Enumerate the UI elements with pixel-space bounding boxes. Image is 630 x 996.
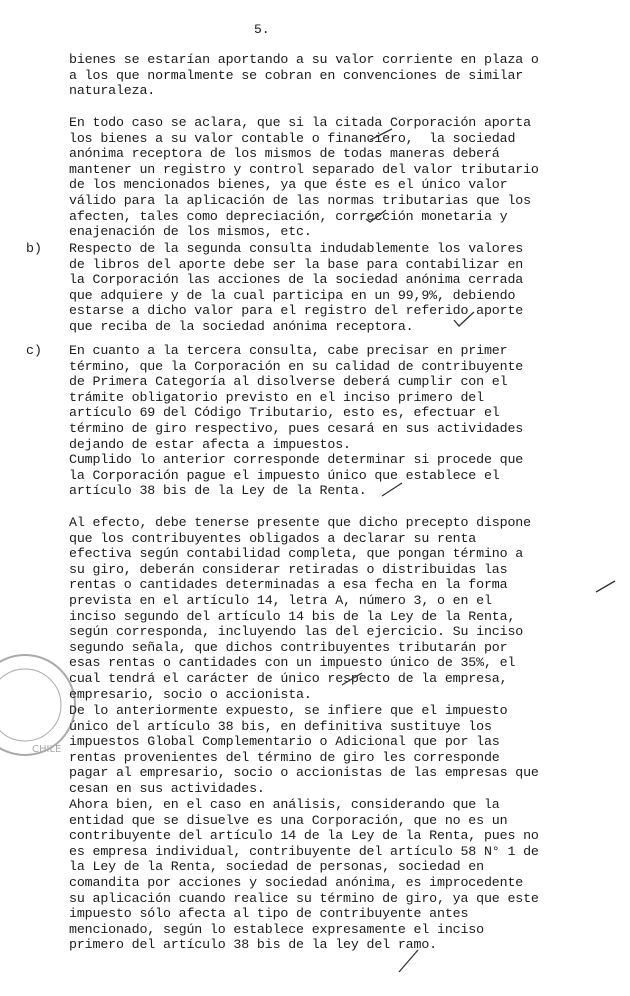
check-mark-icon <box>340 670 366 688</box>
stamp-text: CHILE <box>32 744 62 755</box>
paragraph-6: Al efecto, debe tenerse presente que dicho precepto dispone que los contribuyentes obligados a declarar su renta efectiva según contabilidad completa, que pongan término a su giro, deberán considerar retiradas o distribuidas las rentas o cantidades determinadas a esa fecha en la forma prevista en el artículo 14, letra A, número 3, o en el inciso segundo del artículo 14 bis de la Ley de la Renta, según corresponda, incluyendo las del ejercicio. Su inciso segundo señala, que dichos contribuyentes tributarán por esas rentas o cantidades con un impuesto único de 35%, el cual tendrá el carácter de único respecto de la empresa, empresario, socio o accionista. <box>69 515 531 702</box>
paragraph-1: bienes se estarían aportando a su valor corriente en plaza o a los que normalmente se cobran en convenciones de similar naturaleza. <box>69 52 539 99</box>
check-mark-icon <box>396 948 422 974</box>
paragraph-3: Respecto de la segunda consulta indudablemente los valores de libros del aporte debe ser la base para contabilizar en la Corporación las acciones de la sociedad anónima cerrada que adquiere y de la cual participa en un 99,9%, debiendo estarse a dicho valor para el registro del referido aporte que reciba de la sociedad anónima receptora. <box>69 241 524 334</box>
official-stamp-icon <box>0 650 80 760</box>
list-marker-b: b) <box>26 241 42 256</box>
page-number: 5. <box>254 22 270 37</box>
paragraph-5: Cumplido lo anterior corresponde determinar si procede que la Corporación pague el impuesto único que establece el artículo 38 bis de la Ley de la Renta. <box>69 452 524 499</box>
check-mark-icon <box>380 480 406 498</box>
list-marker-c: c) <box>26 343 42 358</box>
check-mark-icon <box>452 310 478 328</box>
check-mark-icon <box>364 206 390 224</box>
paragraph-8: Ahora bien, en el caso en análisis, considerando que la entidad que se disuelve es una Corporación, que no es un contribuyente del artículo 14 de la Ley de la Renta, pues no es empresa individual, contribuyente del artículo 58 N° 1 de la Ley de la Renta, sociedad de personas, sociedad en comandita por acciones y sociedad anónima, es improcedente su aplicación cuando realice su término de giro, ya que este impuesto sólo afecta al tipo de contribuyente antes mencionado, según lo establece expresamente el inciso primero del artículo 38 bis de la ley del ramo. <box>69 797 539 953</box>
check-mark-icon <box>368 126 394 144</box>
check-mark-icon <box>593 578 619 596</box>
paragraph-4: En cuanto a la tercera consulta, cabe precisar en primer término, que la Corporación en su calidad de contribuyente de Primera Categoría al disolverse deberá cumplir con el trámite obligatorio previsto en el inciso primero del artículo 69 del Código Tributario, esto es, efectuar el término de giro respectivo, pues cesará en sus actividades dejando de estar afecta a impuestos. <box>69 343 524 452</box>
paragraph-7: De lo anteriormente expuesto, se infiere que el impuesto único del artículo 38 bis, en definitiva sustituye los impuestos Global Complementario o Adicional que por las rentas provenientes del término de giro les corresponde pagar al empresario, socio o accionistas de las empresas que cesan en sus actividades. <box>69 703 539 796</box>
paragraph-2: En todo caso se aclara, que si la citada Corporación aporta los bienes a su valor contable o financiero, la sociedad anónima receptora de los mismos de todas maneras deberá mantener un registro y control separado del valor tributario de los mencionados bienes, ya que éste es el único valor válido para la aplicación de las normas tributarias que los afecten, tales como depreciación, corrección monetaria y enajenación de los mismos, etc. <box>69 115 539 240</box>
